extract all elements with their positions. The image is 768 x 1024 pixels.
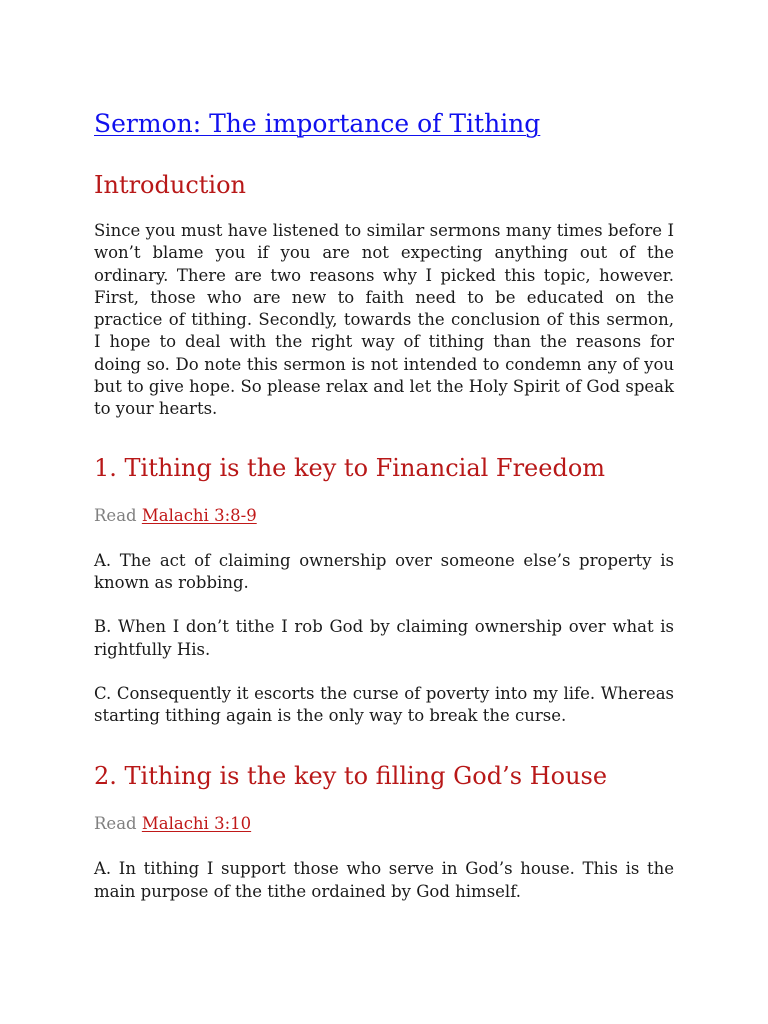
section-1-read-line	[94, 505, 674, 527]
introduction-heading: Introduction	[94, 171, 246, 199]
section-1-point-b: B. When I don’t tithe I rob God by claiming ownership over what is rightfully His.	[94, 617, 674, 659]
scripture-reference-link[interactable]: Malachi 3:10	[141, 814, 252, 834]
section-2-heading: 2. Tithing is the key to filling God’s House	[94, 762, 608, 791]
document-page	[94, 106, 674, 903]
section-1-heading: 1. Tithing is the key to Financial Freedom	[94, 453, 606, 482]
section-2-point-a: A. In tithing I support those who serve in God’s house. This is the main purpose of the tithe ordained by God himself.	[94, 859, 674, 901]
scripture-reference-link[interactable]: Malachi 3:8-9	[141, 505, 257, 525]
section-1-point-a: A. The act of claiming ownership over someone else’s property is known as robbing.	[94, 550, 674, 592]
sermon-title-link[interactable]: Sermon: The importance of Tithing	[94, 109, 541, 138]
read-label: Read	[94, 814, 137, 834]
introduction-paragraph: Since you must have listened to similar sermons many times before I won’t blame you if you are not expecting anything out of the ordinary. There are two reasons why I picked this topic, however. First, those who are new to faith need to be educated on the practice of tithing. Secondly, towards the conclusion of this sermon, I hope to deal with the right way of tithing than the reasons for doing so. Do note this sermon is not intended to condemn any of you but to give hope. So please relax and let the Holy Spirit of God speak to your hearts.	[94, 221, 674, 419]
section-1-point-c: C. Consequently it escorts the curse of poverty into my life. Whereas starting tithing again is the only way to break the curse.	[94, 683, 674, 726]
read-label: Read	[94, 505, 137, 525]
section-2-read-line	[94, 813, 674, 835]
